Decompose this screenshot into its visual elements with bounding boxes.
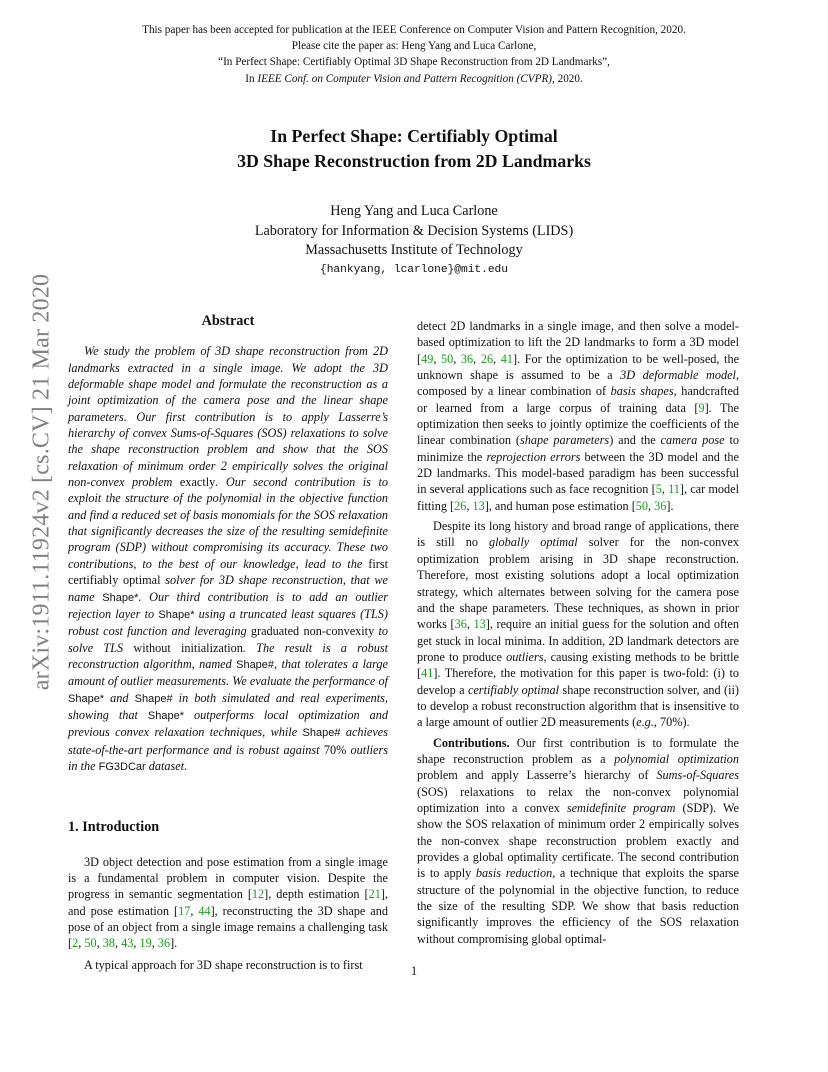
- intro-paragraph-3: Despite its long history and broad range of applications, there is still no globally optimal solver for the non-convex optimization problem arising in 3D shape reconstruction. Therefore, most existing solutions adopt a local optimization strategy, which alternates between solving for the camera pose and the shape parameters. These techniques, as shown in prior works [36, 13], require an initial guess for the solution and often get stuck in local minima. In addition, 2D landmark detectors are prone to produce outliers, causing existing methods to be brittle [41]. Therefore, the motivation for this paper is two-fold: (i) to develop a certifiably optimal shape reconstruction solver, and (ii) to develop a robust reconstruction algorithm that is insensitive to a large amount of outlier 2D measurements (e.g., 70%).: [417, 519, 739, 730]
- author-block: [0, 202, 828, 280]
- affiliation-institute: Massachusetts Institute of Technology: [305, 242, 523, 258]
- publication-notice: [0, 22, 828, 87]
- intro-paragraph-continued: detect 2D landmarks in a single image, and then solve a model-based optimization to lift the 2D landmarks to form a 3D model [49, 50, 36, 26, 41]. For the optimization to be well-posed, the unknown shape is assumed to be a 3D deformable model, composed by a linear combination of basis shapes, handcrafted or learned from a large corpus of training data [9]. The optimization then seeks to jointly optimize the coefficients of the linear combination (shape parameters) and the camera pose to minimize the reprojection errors between the 3D model and the 2D landmarks. This model-based paradigm has been successful in several applications such as face recognition [5, 11], car model fitting [26, 13], and human pose estimation [50, 36].: [417, 319, 740, 513]
- arxiv-sidebar: [22, 273, 62, 691]
- left-column: [68, 313, 388, 978]
- introduction-heading: 1. Introduction: [68, 819, 160, 836]
- notice-line: This paper has been accepted for publication at the IEEE Conference on Computer Vision and Pattern Recognition, 2020.: [142, 24, 686, 36]
- affiliation-lab: Laboratory for Information & Decision Systems (LIDS): [254, 222, 574, 239]
- page-number: 1: [410, 964, 418, 978]
- notice-line: Please cite the paper as: Heng Yang and Luca Carlone,: [291, 40, 537, 53]
- abstract-heading: Abstract: [201, 313, 255, 329]
- title-line-1: In Perfect Shape: Certifiably Optimal: [270, 126, 558, 146]
- right-column: [417, 318, 739, 951]
- abstract-text: We study the problem of 3D shape reconstruction from 2D landmarks extracted in a single image. We adopt the 3D deformable shape model and formulate the reconstruction as a joint optimization of the camera pose and the linear shape parameters. Our first contribution is to apply Lasserre’s hierarchy of convex Sums-of-Squares (SOS) relaxations to solve the shape reconstruction problem and show that the SOS relaxation of minimum order 2 empirically solves the original non-convex problem exactly. Our second contribution is to exploit the structure of the polynomial in the objective function and find a reduced set of basis monomials for the SOS relaxation that significantly decreases the size of the resulting semidefinite program (SDP) without compromising its accuracy. These two contributions, to the best of our knowledge, lead to the first certifiably optimal solver for 3D shape reconstruction, that we name Shape*. Our third contribution is to add an outlier rejection layer to Shape* using a truncated least squares (TLS) robust cost function and leveraging graduated non-convexity to solve TLS without initialization. The result is a robust reconstruction algorithm, named Shape#, that tolerates a large amount of outlier measurements. We evaluate the performance of Shape* and Shape# in both simulated and real experiments, showing that Shape* outperforms local optimization and previous convex relaxation techniques, while Shape# achieves state-of-the-art performance and is robust against 70% outliers in the FG3DCar dataset.: [68, 344, 389, 773]
- title-line-2: 3D Shape Reconstruction from 2D Landmarks: [237, 151, 591, 171]
- intro-paragraph-2: A typical approach for 3D shape reconstruction is to first: [84, 957, 363, 972]
- notice-line-venue: In IEEE Conf. on Computer Vision and Pattern Recognition (CVPR), 2020.: [245, 72, 583, 85]
- author-email: {hankyang, lcarlone}@mit.edu: [320, 263, 508, 276]
- intro-paragraph-1: 3D object detection and pose estimation from a single image is a fundamental problem in computer vision. Despite the progress in semantic segmentation [12], depth estimation [21], and pose estimation [17, 44], reconstructing the 3D shape and pose of an object from a single image remains a challenging task [2, 50, 38, 43, 19, 36].: [68, 854, 388, 951]
- paper-title: [0, 124, 828, 174]
- notice-line: “In Perfect Shape: Certifiably Optimal 3D Shape Reconstruction from 2D Landmarks”,: [218, 56, 610, 69]
- arxiv-identifier: arXiv:1911.11924v2 [cs.CV] 21 Mar 2020: [28, 273, 55, 691]
- contributions-paragraph: Contributions. Our first contribution is to formulate the shape reconstruction problem as a polynomial optimization problem and apply Lasserre’s hierarchy of Sums-of-Squares (SOS) relaxations to relax the non-convex polynomial optimization into a convex semidefinite program (SDP). We show the SOS relaxation of minimum order 2 empirically solves the non-convex shape reconstruction problem exactly and provides a global optimality certificate. The second contribution is to apply basis reduction, a technique that exploits the sparse structure of the polynomial in the objective function, to reduce the size of the resulting SDP. We show that basis reduction significantly improves the efficiency of the SOS relaxation without compromising global optimal-: [417, 735, 739, 946]
- author-names: Heng Yang and Luca Carlone: [330, 203, 498, 219]
